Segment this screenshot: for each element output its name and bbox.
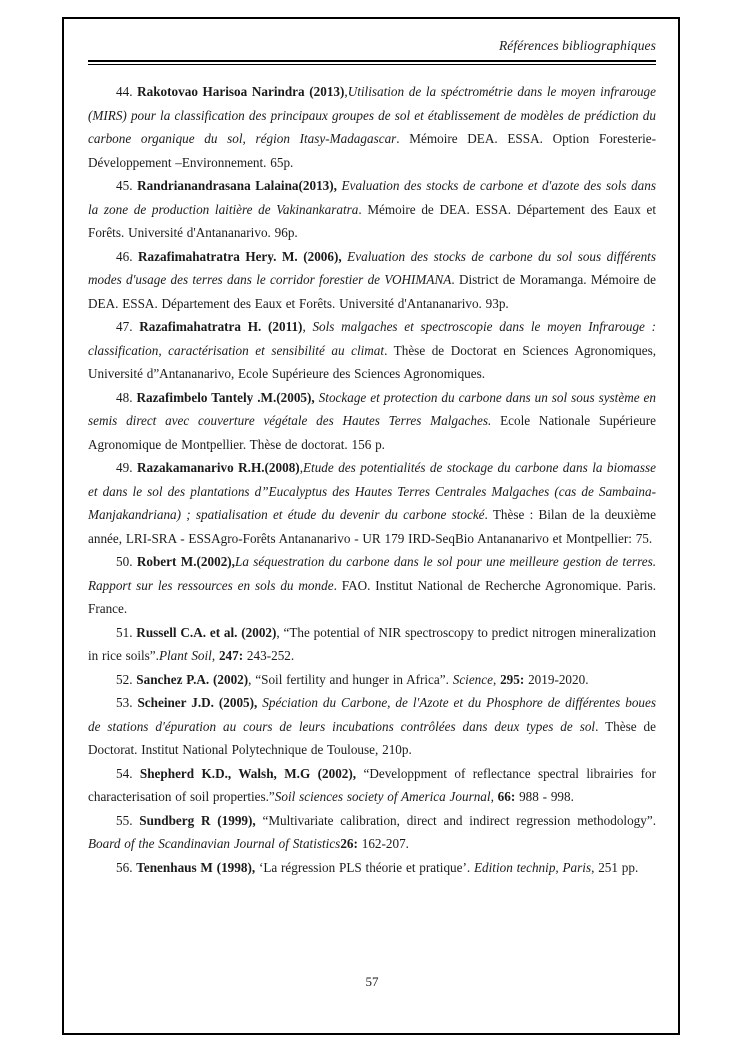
reference-text-segment: Sols malgaches et spectroscopie dans le moyen Infrarouge : classification, caractérisation et sensibilité au climat <box>88 319 656 358</box>
reference-text-segment: Soil sciences society of America Journal, <box>274 789 494 804</box>
reference-text-segment: Shepherd K.D., Walsh, M.G (2002), <box>139 765 357 781</box>
reference-text-segment: La séquestration du carbone dans le sol pour une meilleure gestion de terres. Rapport sur les ressources en sols du monde <box>88 554 657 593</box>
reference-text-segment: . District de Moramanga. Mémoire de DEA. ESSA. Département des Eaux et Forêts. Université d'Antananarivo. 93p. <box>88 272 656 311</box>
reference-item <box>88 809 656 856</box>
reference-number: 51. <box>116 624 137 640</box>
reference-text-segment: “Multivariate calibration, direct and indirect regression methodology”. <box>255 812 657 828</box>
page-number: 57 <box>365 974 379 989</box>
reference-number: 45. <box>116 178 138 193</box>
reference-number: 53. <box>116 695 138 710</box>
reference-item <box>88 691 656 762</box>
reference-text-segment: , 251 pp. <box>591 859 639 875</box>
reference-item <box>88 856 656 880</box>
reference-text-segment: Etude des potentialités de stockage du carbone dans la biomasse et dans le sol des plantations d”Eucalyptus des Hautes Terres Centrales Malgaches (cas de Sambaina-Manjakandriana) ; spatialisation et étude du devenir du carbone stocké <box>88 460 657 522</box>
reference-number: 47. <box>116 319 140 334</box>
references-list <box>88 80 656 879</box>
reference-number: 56. <box>116 859 137 875</box>
reference-text-segment: Utilisation de la spéctrométrie dans le moyen infrarouge (MIRS) pour la classification des principaux groupes de sol et établissement de modèles de prédiction du carbone organique du sol, région Itasy-Madagascar <box>88 84 656 146</box>
reference-text-segment: Sanchez P.A. (2002) <box>136 671 249 687</box>
reference-text-segment: 162-207. <box>357 836 409 851</box>
reference-text-segment: , <box>344 84 348 99</box>
reference-text-segment: Robert M.(2002), <box>136 554 235 569</box>
reference-text-segment: Ecole Nationale Supérieure Agronomique de Montpellier. Thèse de doctorat. 156 p. <box>88 413 657 452</box>
reference-text-segment: Scheiner J.D. (2005), <box>137 695 258 710</box>
page-header <box>88 38 656 65</box>
reference-text-segment: Rakotovao Harisoa Narindra (2013) <box>137 84 345 99</box>
reference-text-segment: Evaluation des stocks de carbone du sol sous différents modes d'usage des terres dans le corridor forestier de VOHIMANA <box>88 248 656 287</box>
reference-number: 55. <box>116 812 140 828</box>
reference-number: 52. <box>116 671 137 687</box>
reference-text-segment: 26: <box>340 836 358 851</box>
reference-text-segment: . Thèse : Bilan de la deuxième année, LRI-SRA - ESSAgro-Forêts Antananarivo - UR 179 IRD-SeqBio Antananarivo et Montpellier: 75. <box>88 507 656 546</box>
reference-text-segment: Board of the Scandinavian Journal of Statistics <box>88 836 341 851</box>
reference-item <box>88 315 656 386</box>
reference-item <box>88 386 656 457</box>
reference-text-segment: Spéciation du Carbone, de l'Azote et du Phosphore de différentes boues de stations d'épuration au cours de leurs incubations contrôlées dans deux types de sol <box>88 695 657 734</box>
reference-text-segment: Randrianandrasana Lalaina(2013), <box>137 178 337 193</box>
reference-text-segment: ‘La régression PLS théorie et pratique’. <box>255 859 474 875</box>
reference-number: 54. <box>116 765 140 781</box>
reference-text-segment: . Thèse de Doctorat. Institut National Polytechnique de Toulouse, 210p. <box>88 718 656 757</box>
reference-text-segment: Science <box>452 671 493 687</box>
reference-number: 48. <box>116 389 137 405</box>
reference-text-segment: Plant Soil <box>158 648 212 663</box>
reference-text-segment: Razakamanarivo R.H.(2008) <box>136 460 300 475</box>
reference-text-segment: 66: <box>497 789 516 804</box>
reference-text-segment: , “Soil fertility and hunger in Africa”. <box>248 671 453 687</box>
reference-number: 49. <box>116 460 137 475</box>
reference-text-segment: , <box>492 671 501 687</box>
reference-text-segment: 243-252. <box>243 648 295 663</box>
header-title: Références bibliographiques <box>498 38 656 53</box>
reference-item <box>88 621 656 668</box>
reference-item <box>88 80 656 174</box>
reference-text-segment: . FAO. Institut National de Recherche Agronomique. Paris. France. <box>88 577 656 616</box>
reference-text-segment: , <box>299 460 303 475</box>
reference-item <box>88 174 656 245</box>
reference-text-segment: 988 - 998. <box>515 789 574 804</box>
reference-item <box>88 245 656 316</box>
reference-text-segment: Evaluation des stocks de carbone et d'azote des sols dans la zone de production laitière de Vakinankaratra <box>88 178 656 217</box>
reference-text-segment: . Thèse de Doctorat en Sciences Agronomiques, Université d”Antananarivo, Ecole Supérieure des Sciences Agronomiques. <box>88 342 657 381</box>
reference-item <box>88 550 656 621</box>
reference-text-segment: 295: <box>500 671 525 687</box>
reference-text-segment: , <box>211 648 219 663</box>
reference-text-segment: Razafimbelo Tantely .M.(2005), <box>136 389 315 405</box>
reference-number: 44. <box>116 84 138 99</box>
reference-text-segment: , “The potential of NIR spectroscopy to predict nitrogen mineralization in rice soils”. <box>88 624 656 663</box>
reference-text-segment: . Mémoire DEA. ESSA. Option Foresterie- Développement –Environnement. 65p. <box>88 131 656 170</box>
reference-text-segment: Stockage et protection du carbone dans un sol sous système en semis direct avec couverture végétale des Hautes Terres Malgaches. <box>88 389 656 428</box>
reference-item <box>88 668 656 692</box>
reference-text-segment: Russell C.A. et al. (2002) <box>136 624 277 640</box>
reference-number: 50. <box>116 554 137 569</box>
reference-text-segment: . Mémoire de DEA. ESSA. Département des Eaux et Forêts. Université d'Antananarivo. 96p. <box>88 201 657 240</box>
reference-text-segment: 2019-2020. <box>524 671 589 687</box>
reference-text-segment: 247: <box>218 648 244 663</box>
reference-text-segment: Razafimahatratra Hery. M. (2006), <box>138 248 342 264</box>
reference-text-segment: Sundberg R (1999), <box>139 812 256 828</box>
reference-text-segment: Razafimahatratra H. (2011) <box>139 319 303 334</box>
reference-item <box>88 456 656 550</box>
reference-text-segment: “Developpment of reflectance spectral librairies for characterisation of soil properties.” <box>88 765 657 804</box>
reference-number: 46. <box>116 248 138 264</box>
reference-item <box>88 762 656 809</box>
reference-text-segment: Tenenhaus M (1998), <box>136 859 256 875</box>
header-rule <box>88 60 656 65</box>
reference-text-segment: Edition technip, Paris <box>473 859 592 875</box>
reference-text-segment: , <box>302 319 313 334</box>
